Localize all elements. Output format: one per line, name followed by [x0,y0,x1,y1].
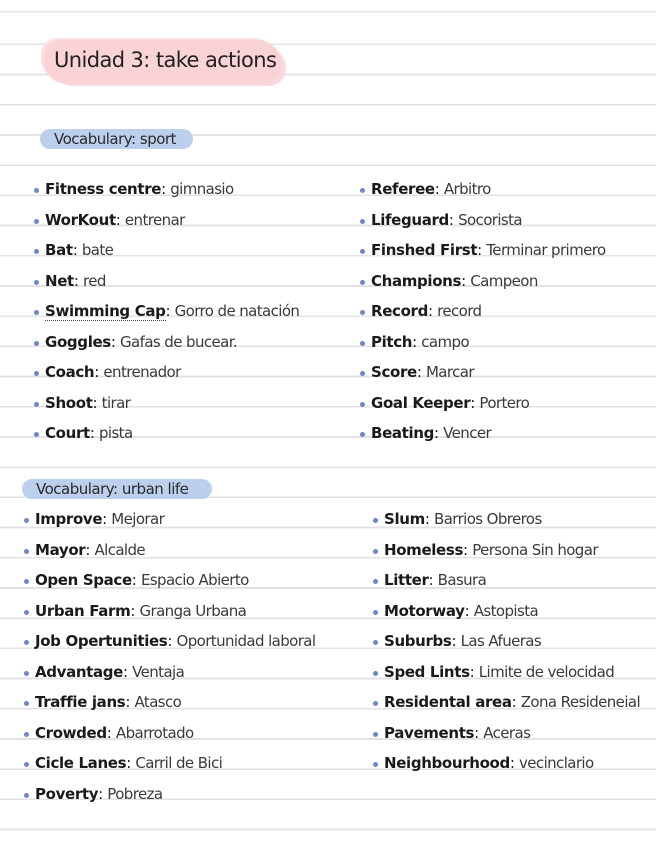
vocab-item [45,296,299,327]
vocab-term: Lifeguard [371,210,449,229]
vocab-item [35,687,315,718]
section-header-urban-life: Vocabulary: urban life [22,479,212,499]
vocab-translation: entrenador [103,363,181,381]
vocab-translation: gimnasio [170,180,234,198]
urban-vocab-right [384,504,640,779]
term-separator: : [469,662,475,681]
bullet-icon [34,249,39,254]
bullet-icon [24,701,29,706]
bullet-icon [360,432,365,437]
vocab-term: Advantage [35,662,123,681]
vocab-term: Suburbs [384,632,452,650]
term-separator: : [511,693,517,711]
bullet-icon [373,762,378,767]
term-separator: : [115,210,121,229]
vocab-item [35,504,315,535]
vocab-term: Coach [45,363,95,381]
vocab-translation: Gafas de bucear. [120,332,238,351]
vocab-translation: Las Afueras [460,632,542,650]
vocab-translation: Carril de Bici [135,754,223,772]
term-separator: : [463,540,468,559]
bullet-icon [34,188,39,193]
urban-vocab-left [35,504,315,809]
vocab-item [371,235,606,266]
vocab-item [371,296,606,327]
vocab-item [45,327,299,358]
vocab-item [45,205,299,236]
bullet-icon [24,610,29,615]
bullet-icon [34,219,39,224]
vocab-item [384,748,640,779]
vocab-item [45,388,299,419]
vocab-translation: vecinclario [519,754,594,772]
term-separator: : [509,754,515,772]
bullet-icon [373,732,378,737]
bullet-icon [24,549,29,554]
vocab-item [384,535,640,566]
vocab-item [384,626,640,657]
term-separator: : [428,571,434,589]
vocab-item [35,535,315,566]
vocab-translation: Granga Urbana [139,601,247,620]
vocab-translation: Mejorar [111,510,165,528]
vocab-translation: Pobreza [107,784,163,803]
term-separator: : [126,754,131,772]
vocab-term: Shoot [45,393,93,412]
term-separator: : [167,632,173,650]
vocab-term: Job Opertunities [35,632,168,650]
vocab-term: Cicle Lanes [35,754,127,772]
term-separator: : [427,302,433,320]
bullet-icon [34,402,39,407]
vocab-translation: Espacio Abierto [140,571,249,589]
bullet-icon [360,188,365,193]
bullet-icon [24,671,29,676]
vocab-translation: Basura [437,571,487,589]
vocab-item [35,626,315,657]
bullet-icon [373,610,378,615]
vocab-translation: Barrios Obreros [434,510,542,528]
vocab-term: WorKout [45,210,116,229]
vocab-translation: Astopista [473,601,539,620]
bullet-icon [24,640,29,645]
term-separator: : [85,540,91,559]
vocab-term: Swimming Cap [45,302,166,320]
bullet-icon [34,371,39,376]
bullet-icon [360,310,365,315]
vocab-item [45,266,299,297]
vocab-term: Crowded [35,723,107,742]
vocab-item [35,748,315,779]
term-separator: : [106,723,112,742]
term-separator: : [424,510,430,528]
term-separator: : [165,302,171,320]
vocab-item [371,266,606,297]
vocab-translation: Limite de velocidad [478,662,615,681]
bullet-icon [373,518,378,523]
vocab-term: Court [45,424,90,442]
vocab-item [35,596,315,627]
vocab-item [371,174,606,205]
vocab-term: Net [45,271,74,290]
bullet-icon [360,219,365,224]
term-separator: : [131,571,137,589]
term-separator: : [477,241,482,259]
vocab-translation: Marcar [425,363,474,381]
vocab-translation: Vencer [443,424,492,442]
vocab-term: Sped Lints [384,662,470,681]
vocab-translation: Terminar primero [486,241,606,259]
vocab-item [45,235,299,266]
term-separator: : [416,363,422,381]
vocab-translation: Atasco [134,693,182,711]
vocab-item [384,565,640,596]
vocab-item [371,388,606,419]
term-separator: : [122,662,128,681]
vocab-item [384,504,640,535]
vocab-translation: pista [98,424,133,442]
term-separator: : [474,723,479,742]
term-separator: : [92,393,98,412]
vocab-item [371,357,606,388]
bullet-icon [360,341,365,346]
term-separator: : [161,180,166,198]
term-separator: : [434,424,439,442]
term-separator: : [461,271,466,290]
vocab-translation: Ventaja [132,662,185,681]
term-separator: : [130,601,136,620]
term-separator: : [464,601,470,620]
bullet-icon [34,280,39,285]
vocab-item [45,174,299,205]
term-separator: : [89,424,95,442]
vocab-item [371,327,606,358]
vocab-term: Pavements [384,723,475,742]
vocab-term: Traffie jans [35,693,126,711]
term-separator: : [98,784,103,803]
vocab-term: Litter [384,571,429,589]
vocab-term: Champions [371,271,462,290]
bullet-icon [360,371,365,376]
page-title-block [44,40,282,84]
term-separator: : [470,393,475,412]
term-separator: : [448,210,454,229]
vocab-translation: Persona Sin hogar [472,540,598,559]
vocab-item [384,687,640,718]
term-separator: : [125,693,131,711]
vocab-term: Bat [45,241,73,259]
vocab-term: Record [371,302,428,320]
bullet-icon [24,793,29,798]
bullet-icon [34,341,39,346]
bullet-icon [360,249,365,254]
vocab-term: Residental area [384,693,512,711]
bullet-icon [373,579,378,584]
sport-vocab-right [371,174,606,449]
bullet-icon [24,518,29,523]
vocab-translation: bate [81,241,114,259]
vocab-translation: Campeon [470,271,538,290]
vocab-item [45,418,299,449]
term-separator: : [110,332,116,351]
vocab-term: Fitness centre [45,180,162,198]
vocab-term: Slum [384,510,425,528]
vocab-term: Goggles [45,332,111,351]
term-separator: : [94,363,99,381]
vocab-item [35,657,315,688]
vocab-term: Open Space [35,571,132,589]
vocab-item [371,418,606,449]
bullet-icon [373,640,378,645]
bullet-icon [373,549,378,554]
vocab-term: Finshed First [371,241,478,259]
vocab-term: Mayor [35,540,86,559]
bullet-icon [24,579,29,584]
vocab-item [384,596,640,627]
vocab-term: Referee [371,180,435,198]
vocab-translation: Arbitro [443,180,491,198]
vocab-term: Motorway [384,601,465,620]
bullet-icon [34,432,39,437]
vocab-translation: campo [421,332,470,351]
vocab-translation: Abarrotado [115,723,194,742]
term-separator: : [434,180,440,198]
term-separator: : [73,271,79,290]
bullet-icon [360,280,365,285]
vocab-item [35,565,315,596]
vocab-item [371,205,606,236]
vocab-translation: entrenar [124,210,185,229]
term-separator: : [102,510,107,528]
vocab-translation: Zona Resideneial [520,693,641,711]
vocab-translation: Socorista [458,210,523,229]
vocab-term: Pitch [371,332,413,351]
vocab-item [45,357,299,388]
vocab-term: Score [371,363,417,381]
vocab-term: Homeless [384,540,464,559]
vocab-item [35,718,315,749]
vocab-translation: Portero [479,393,530,412]
bullet-icon [360,402,365,407]
term-separator: : [451,632,457,650]
section-header-sport: Vocabulary: sport [40,129,193,149]
sport-vocab-left [45,174,299,449]
vocab-translation: Alcalde [94,540,146,559]
vocab-translation: Gorro de natación [174,302,300,320]
bullet-icon [24,762,29,767]
vocab-translation: record [437,302,482,320]
page-title: Unidad 3: take actions [54,48,277,72]
vocab-item [384,657,640,688]
vocab-item [35,779,315,810]
term-separator: : [72,241,78,259]
vocab-translation: Oportunidad laboral [176,632,316,650]
vocab-term: Urban Farm [35,601,131,620]
vocab-term: Beating [371,424,435,442]
bullet-icon [34,310,39,315]
bullet-icon [373,671,378,676]
bullet-icon [373,701,378,706]
vocab-term: Poverty [35,784,99,803]
vocab-term: Goal Keeper [371,393,471,412]
term-separator: : [412,332,417,351]
vocab-translation: tirar [101,393,131,412]
vocab-translation: Aceras [483,723,531,742]
vocab-translation: red [83,271,106,290]
vocab-term: Neighbourhood [384,754,510,772]
bullet-icon [24,732,29,737]
vocab-term: Improve [35,510,103,528]
vocab-item [384,718,640,749]
